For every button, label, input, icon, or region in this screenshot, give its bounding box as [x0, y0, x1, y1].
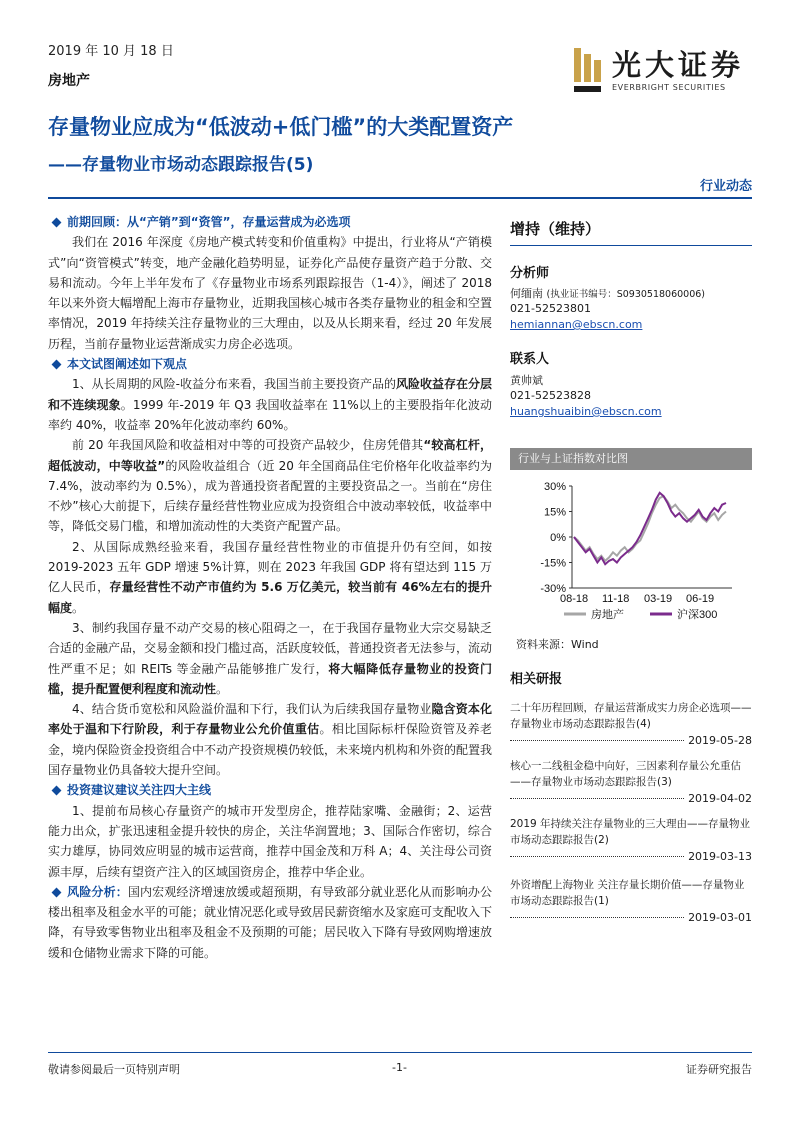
report-title: 存量物业应成为“低波动+低门槛”的大类配置资产	[48, 115, 514, 139]
analyst-email-link[interactable]: hemiannan@ebscn.com	[510, 318, 643, 331]
related-report-item[interactable]	[510, 816, 752, 866]
related-report-date: 2019-05-28	[684, 733, 752, 749]
body-text: 3、制约我国存量不动产交易的核心阻碍之一，在于我国存量物业大宗交易缺乏合适的金融产品，交易金额和投门槛过高，活跃度较低，普通投资者无法参与，流动性严重不足；如 REITs 等金融产品能够推广发行，	[48, 620, 493, 676]
related-report-date: 2019-03-01	[684, 910, 752, 926]
section-heading	[48, 780, 492, 800]
legend-label: 房地产	[591, 609, 624, 621]
index-comparison-chart	[510, 448, 752, 652]
body-text: 。相比国际标杆保险资管及养老金，境内保险资金投资组合中不动产投资规模仍较低，未来境内机构和外资的配置我国存量物业仍具备较大提升空间。	[48, 722, 493, 778]
analyst-cert: (执业证书编号：S0930518060006)	[546, 289, 706, 300]
related-report-title: 二十年历程回顾，存量运营渐成实力房企必选项——存量物业市场动态跟踪报告(4)	[510, 702, 752, 730]
emphasis-text: “较高杠杆，超低波动，中等收益”	[48, 438, 492, 473]
diamond-bullet-icon	[52, 359, 62, 369]
x-tick-label: 11-18	[602, 593, 630, 605]
y-tick-label: 0%	[550, 532, 566, 544]
body-text: 国内宏观经济增速放缓或超预期，有导致部分就业恶化从而影响办公楼出租率及租金水平的可能；就业情况恶化或导致居民薪资缩水及家庭可支配收入下降，有导致零售物业出租率及租金不及预期的可能；居民收入下降有导致网购增速放缓和仓储物业需求下降的可能。	[48, 884, 493, 960]
y-tick-label: -15%	[540, 557, 566, 570]
related-report-item[interactable]	[510, 877, 752, 927]
analyst-heading: 分析师	[510, 266, 550, 281]
related-report-title: 外资增配上海物业 关注存量长期价值——存量物业市场动态跟踪报告(1)	[510, 879, 745, 907]
section-heading-text: 前期回顾：从“产销”到“资管”，存量运营成为必选项	[67, 215, 351, 229]
diamond-bullet-icon	[52, 786, 62, 796]
footer-divider	[48, 1052, 752, 1053]
paragraph	[48, 801, 492, 882]
body-text: 4、结合货币宽松和风险溢价温和下行，我们认为后续我国存量物业	[72, 702, 432, 717]
body-text: 我们在 2016 年深度《房地产模式转变和价值重构》中提出，行业将从“产销模式”向“资管模式”转变，地产金融化趋势明显，证券化产品使存量资产趋于分散、交易和流动。今年上半年发布了《存量物业市场系列跟踪报告（1-4）》，阐述了 2018 年以来外资大幅增配上海市存量物业，近期我国核心城市各类存量物业的租金和空置率情况，2019 年持续关注存量物业的三大理由，以及从长期来看，经过 20 年发展历程，当前存量物业运营渐成实力房企必选项。	[48, 235, 493, 351]
y-tick-label: 30%	[543, 481, 566, 493]
emphasis-text: 将大幅降低存量物业的投资门槛，提升配置便利程度和流动性	[48, 661, 492, 696]
section-heading-text: 投资建议建议关注四大主线	[67, 783, 212, 798]
chart-title: 行业与上证指数对比图	[510, 448, 752, 470]
body-text: 。1999 年-2019 年 Q3 我国收益率在 11%以上的主要股指年化波动率约 40%，收益率 20%年化波动率约 60%。	[48, 397, 492, 432]
related-report-item[interactable]	[510, 758, 752, 808]
main-body	[48, 212, 492, 963]
body-text: 1、提前布局核心存量资产的城市开发型房企，推荐陆家嘴、金融街；2、运营能力出众，扩张迅速租金提升较快的房企，关注华润置地；3、国际合作密切，综合实力雄厚，协同效应明显的城市运营商，推荐中国金茂和万科 A；4、关注母公司资源丰厚，后续有望资产注入的区域国资房企，推荐中华企业。	[48, 803, 492, 879]
x-tick-label: 08-18	[560, 593, 589, 605]
contact-heading: 联系人	[510, 352, 550, 367]
related-report-title: 2019 年持续关注存量物业的三大理由——存量物业市场动态跟踪报告(2)	[510, 818, 751, 846]
sector-label: 房地产	[48, 73, 90, 89]
page-number: -1-	[392, 1061, 407, 1074]
sidebar-divider	[510, 245, 752, 246]
body-text: 的风险收益组合（近 20 年全国商品住宅价格年化收益率约为 7.4%，波动率约为 0.5%），成为普通投资者配置的主要投资品之一。当前在“房住不炒”核心大前提下，后续存量经营性物业应成为投资组合中波动率较低，收益率中等，降低交易门槛，和增加流动性的大类资产配置产品。	[48, 458, 493, 534]
emphasis-text: 隐含资本化率处于温和下行阶段，利于存量物业公允价值重估	[48, 702, 492, 737]
rating: 增持（维持）	[510, 220, 601, 238]
paragraph	[48, 435, 492, 536]
section-heading-text: 风险分析：	[67, 884, 128, 899]
company-logo	[572, 48, 757, 98]
paragraph	[48, 374, 492, 435]
series-line-0	[574, 496, 726, 561]
body-text: 。	[72, 600, 85, 615]
analyst-info	[510, 285, 705, 301]
section-heading	[48, 354, 492, 374]
analyst-phone: 021-52523801	[510, 302, 591, 315]
legend-label: 沪深300	[677, 609, 718, 621]
body-text: 。	[216, 681, 229, 696]
body-text: 2、从国际成熟经验来看，我国存量经营性物业的市值提升仍有空间，如按 2019-2023 五年 GDP 增速 5%计算，则在 2023 年我国 GDP 将有望达到 115 万亿人民币，	[48, 539, 492, 595]
paragraph	[48, 537, 492, 618]
section-heading	[48, 212, 492, 232]
logo-chinese-name: 光大证券	[612, 48, 745, 82]
chart-source: 资料来源：Wind	[516, 638, 599, 651]
related-report-item[interactable]	[510, 700, 752, 750]
contact-email-link[interactable]: huangshuaibin@ebscn.com	[510, 405, 662, 418]
chart-plot	[510, 470, 752, 636]
related-report-title: 核心一二线租金稳中向好，三因素利存量公允重估——存量物业市场动态跟踪报告(3)	[510, 760, 741, 788]
emphasis-text: 风险收益存在分层和不连续现象	[48, 377, 492, 412]
x-tick-label: 03-19	[644, 593, 673, 605]
report-date: 2019 年 10 月 18 日	[48, 44, 174, 59]
related-report-date: 2019-04-02	[684, 791, 752, 807]
paragraph	[48, 699, 492, 780]
paragraph	[48, 882, 492, 963]
emphasis-text: 存量经营性不动产市值约为 5.6 万亿美元，较当前有 46%左右的提升幅度	[48, 580, 492, 615]
x-tick-label: 06-19	[686, 593, 715, 605]
related-reports-heading: 相关研报	[510, 672, 563, 687]
paragraph	[48, 232, 492, 354]
report-type: 行业动态	[699, 179, 752, 194]
section-heading	[48, 885, 128, 899]
logo-english-name: EVERBRIGHT SECURITIES	[612, 83, 726, 92]
footer-disclaimer: 敬请参阅最后一页特别声明	[48, 1063, 180, 1076]
header-divider	[48, 197, 752, 199]
series-line-1	[574, 493, 726, 564]
diamond-bullet-icon	[52, 217, 62, 227]
body-text: 1、从长周期的风险-收益分布来看，我国当前主要投资产品的	[72, 377, 396, 392]
diamond-bullet-icon	[52, 887, 62, 897]
everbright-logo-icon	[572, 48, 604, 96]
section-heading-text: 本文试图阐述如下观点	[67, 357, 188, 372]
contact-name: 黄帅斌	[510, 374, 543, 387]
y-tick-label: -30%	[540, 583, 566, 595]
contact-phone: 021-52523828	[510, 389, 591, 402]
footer-report-label: 证券研究报告	[686, 1063, 752, 1076]
report-subtitle: ——存量物业市场动态跟踪报告(5)	[48, 155, 314, 175]
paragraph	[48, 618, 492, 699]
body-text: 前 20 年我国风险和收益相对中等的可投资产品较少，住房凭借其	[72, 438, 424, 453]
analyst-name: 何缅南	[510, 287, 543, 300]
y-tick-label: 15%	[543, 506, 566, 519]
related-report-date: 2019-03-13	[684, 849, 752, 865]
